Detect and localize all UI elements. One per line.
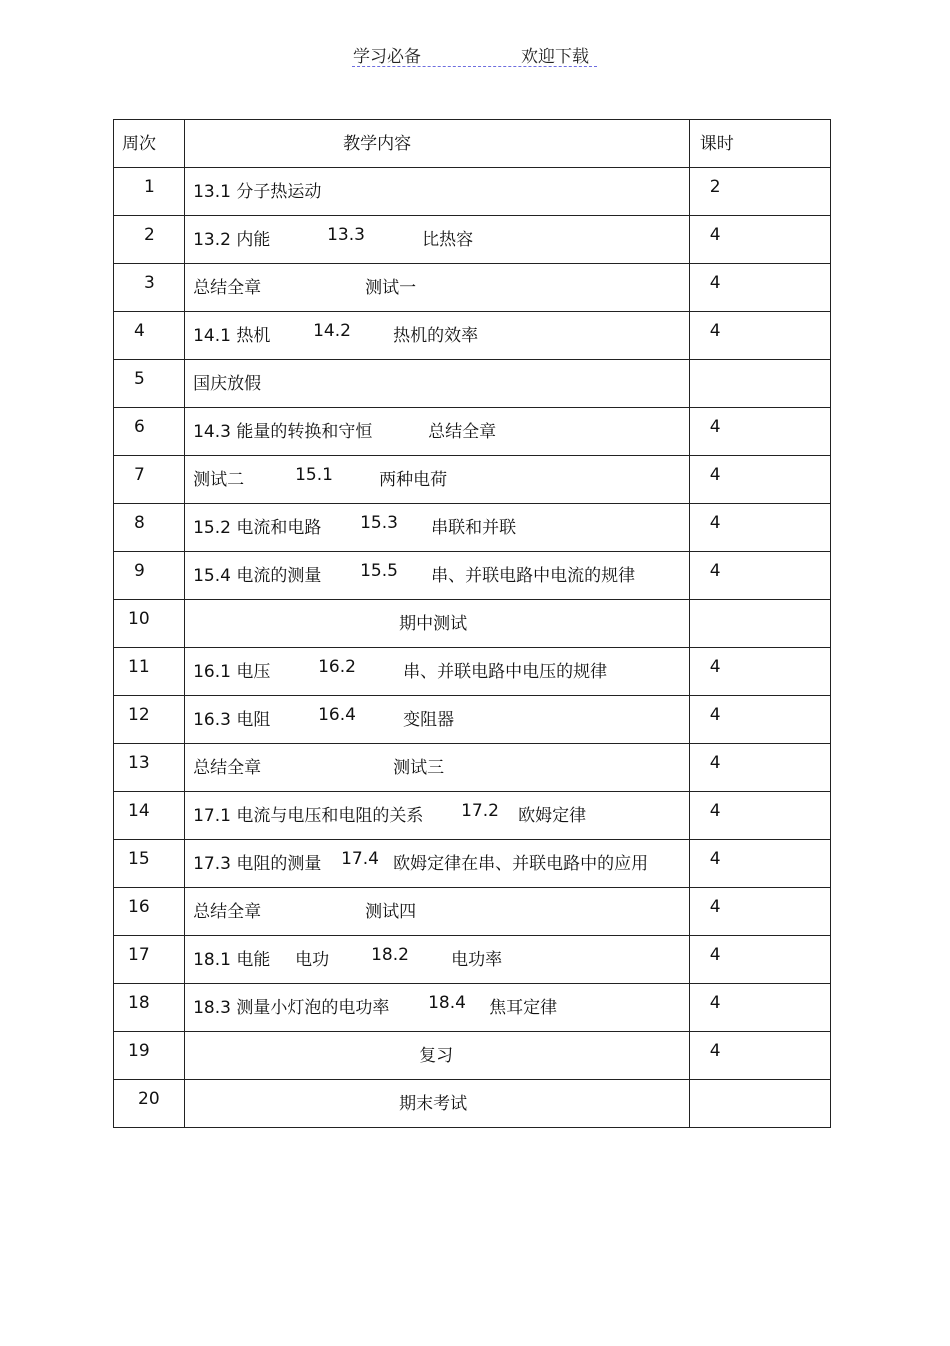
hours-cell xyxy=(689,984,830,1032)
hours-value: 4 xyxy=(709,321,721,341)
content-segment: 欧姆定律 xyxy=(518,806,587,826)
content-segment: 15.4 电流的测量 xyxy=(193,566,322,586)
week-number: 6 xyxy=(134,417,145,437)
table-row xyxy=(114,312,831,360)
hours-cell xyxy=(689,648,830,696)
week-number: 8 xyxy=(134,513,145,533)
week-cell xyxy=(114,1032,185,1080)
content-cell xyxy=(185,552,690,600)
content-segment: 13.2 内能 xyxy=(193,230,271,250)
week-cell xyxy=(114,888,185,936)
week-cell xyxy=(114,264,185,312)
page-header xyxy=(352,40,597,67)
teaching-schedule-table xyxy=(113,119,831,1128)
table-row xyxy=(114,408,831,456)
hours-value: 4 xyxy=(709,705,721,725)
hours-cell xyxy=(689,456,830,504)
week-number: 4 xyxy=(134,321,145,341)
content-segment: 13.1 分子热运动 xyxy=(193,182,322,202)
week-number: 17 xyxy=(128,945,150,965)
content-cell xyxy=(185,984,690,1032)
content-segment: 17.1 电流与电压和电阻的关系 xyxy=(193,806,424,826)
week-number: 3 xyxy=(144,273,155,293)
hours-cell xyxy=(689,696,830,744)
table-row xyxy=(114,984,831,1032)
hours-cell xyxy=(689,504,830,552)
week-number: 14 xyxy=(128,801,150,821)
header-right-text: 欢迎下载 xyxy=(521,47,589,67)
content-segment: 14.3 能量的转换和守恒 xyxy=(193,422,373,442)
week-cell xyxy=(114,792,185,840)
content-segment: 两种电荷 xyxy=(379,470,448,490)
table-row xyxy=(114,360,831,408)
week-cell xyxy=(114,504,185,552)
week-number: 20 xyxy=(138,1089,160,1109)
hours-cell xyxy=(689,264,830,312)
table-row xyxy=(114,840,831,888)
content-segment: 期末考试 xyxy=(399,1094,468,1114)
table-header-row xyxy=(114,120,831,168)
week-number: 11 xyxy=(128,657,150,677)
content-cell xyxy=(185,1032,690,1080)
content-cell xyxy=(185,504,690,552)
table-row xyxy=(114,888,831,936)
hours-cell xyxy=(689,1032,830,1080)
week-number: 15 xyxy=(128,849,150,869)
table-row xyxy=(114,744,831,792)
table-row xyxy=(114,600,831,648)
hours-value: 4 xyxy=(709,465,721,485)
week-cell xyxy=(114,840,185,888)
content-cell xyxy=(185,408,690,456)
week-cell xyxy=(114,936,185,984)
content-segment: 欧姆定律在串、并联电路中的应用 xyxy=(393,854,649,874)
week-cell xyxy=(114,168,185,216)
content-cell xyxy=(185,600,690,648)
content-cell xyxy=(185,648,690,696)
header-week-cell xyxy=(114,120,185,168)
header-left-text: 学习必备 xyxy=(353,47,421,67)
hours-value: 4 xyxy=(709,945,721,965)
table-row xyxy=(114,696,831,744)
content-segment: 测试三 xyxy=(393,758,445,778)
week-number: 13 xyxy=(128,753,150,773)
content-cell xyxy=(185,216,690,264)
table-row xyxy=(114,648,831,696)
content-segment: 14.1 热机 xyxy=(193,326,271,346)
content-segment: 电功率 xyxy=(451,950,503,970)
hours-cell xyxy=(689,168,830,216)
content-segment: 焦耳定律 xyxy=(489,998,558,1018)
column-header-week: 周次 xyxy=(122,134,156,154)
week-cell xyxy=(114,744,185,792)
week-number: 2 xyxy=(144,225,155,245)
week-cell xyxy=(114,360,185,408)
week-cell xyxy=(114,1080,185,1128)
hours-value: 4 xyxy=(709,561,721,581)
table-row xyxy=(114,936,831,984)
week-number: 19 xyxy=(128,1041,150,1061)
content-segment: 串联和并联 xyxy=(431,518,517,538)
table-row xyxy=(114,504,831,552)
hours-value: 4 xyxy=(709,993,721,1013)
content-segment: 16.4 xyxy=(318,705,356,725)
hours-cell xyxy=(689,888,830,936)
hours-cell xyxy=(689,360,830,408)
hours-cell xyxy=(689,216,830,264)
content-segment: 16.1 电压 xyxy=(193,662,271,682)
hours-cell xyxy=(689,792,830,840)
content-segment: 15.3 xyxy=(360,513,398,533)
header-hours-cell xyxy=(689,120,830,168)
week-cell xyxy=(114,648,185,696)
content-cell xyxy=(185,264,690,312)
content-cell xyxy=(185,360,690,408)
header-content-cell xyxy=(185,120,690,168)
content-segment: 热机的效率 xyxy=(393,326,479,346)
week-cell xyxy=(114,600,185,648)
week-number: 10 xyxy=(128,609,150,629)
content-segment: 串、并联电路中电流的规律 xyxy=(431,566,636,586)
week-number: 9 xyxy=(134,561,145,581)
hours-cell xyxy=(689,1080,830,1128)
content-cell xyxy=(185,1080,690,1128)
content-cell xyxy=(185,936,690,984)
week-cell xyxy=(114,312,185,360)
content-cell xyxy=(185,312,690,360)
content-cell xyxy=(185,696,690,744)
hours-cell xyxy=(689,840,830,888)
hours-cell xyxy=(689,408,830,456)
hours-value: 4 xyxy=(709,513,721,533)
content-cell xyxy=(185,792,690,840)
content-segment: 测试四 xyxy=(365,902,417,922)
hours-value: 4 xyxy=(709,417,721,437)
hours-value: 2 xyxy=(709,177,721,197)
week-cell xyxy=(114,552,185,600)
content-cell xyxy=(185,840,690,888)
content-segment: 总结全章 xyxy=(428,422,497,442)
content-segment: 复习 xyxy=(419,1046,454,1066)
content-segment: 15.1 xyxy=(295,465,333,485)
content-segment: 16.2 xyxy=(318,657,356,677)
content-segment: 测试一 xyxy=(365,278,417,298)
content-segment: 18.4 xyxy=(428,993,466,1013)
table-row xyxy=(114,1032,831,1080)
content-segment: 比热容 xyxy=(422,230,474,250)
week-number: 5 xyxy=(134,369,145,389)
hours-cell xyxy=(689,744,830,792)
week-number: 16 xyxy=(128,897,150,917)
table-row xyxy=(114,264,831,312)
content-segment: 国庆放假 xyxy=(193,374,262,394)
week-number: 12 xyxy=(128,705,150,725)
hours-cell xyxy=(689,600,830,648)
hours-cell xyxy=(689,312,830,360)
hours-value: 4 xyxy=(709,1041,721,1061)
hours-value: 4 xyxy=(709,801,721,821)
week-number: 7 xyxy=(134,465,145,485)
content-segment: 变阻器 xyxy=(403,710,455,730)
content-segment: 15.2 电流和电路 xyxy=(193,518,322,538)
table-row xyxy=(114,552,831,600)
hours-cell xyxy=(689,936,830,984)
content-segment: 13.3 xyxy=(327,225,365,245)
hours-value: 4 xyxy=(709,849,721,869)
week-cell xyxy=(114,408,185,456)
content-segment: 总结全章 xyxy=(193,278,262,298)
content-segment: 14.2 xyxy=(313,321,351,341)
content-segment: 期中测试 xyxy=(399,614,468,634)
table-row xyxy=(114,456,831,504)
hours-value: 4 xyxy=(709,273,721,293)
content-segment: 18.2 xyxy=(371,945,409,965)
week-cell xyxy=(114,456,185,504)
week-number: 1 xyxy=(144,177,155,197)
week-cell xyxy=(114,696,185,744)
content-segment: 总结全章 xyxy=(193,902,262,922)
content-segment: 17.3 电阻的测量 xyxy=(193,854,322,874)
column-header-content: 教学内容 xyxy=(343,134,412,154)
week-cell xyxy=(114,216,185,264)
content-segment: 18.3 测量小灯泡的电功率 xyxy=(193,998,390,1018)
table-row xyxy=(114,216,831,264)
table-row xyxy=(114,168,831,216)
hours-value: 4 xyxy=(709,897,721,917)
content-cell xyxy=(185,168,690,216)
content-cell xyxy=(185,744,690,792)
content-cell xyxy=(185,456,690,504)
content-segment: 18.1 电能 xyxy=(193,950,271,970)
content-cell xyxy=(185,888,690,936)
content-segment: 16.3 电阻 xyxy=(193,710,271,730)
hours-cell xyxy=(689,552,830,600)
table-row xyxy=(114,792,831,840)
content-segment: 电功 xyxy=(295,950,330,970)
hours-value: 4 xyxy=(709,753,721,773)
content-segment: 串、并联电路中电压的规律 xyxy=(403,662,608,682)
week-number: 18 xyxy=(128,993,150,1013)
content-segment: 总结全章 xyxy=(193,758,262,778)
content-segment: 17.4 xyxy=(341,849,379,869)
column-header-hours: 课时 xyxy=(699,134,734,154)
content-segment: 测试二 xyxy=(193,470,245,490)
week-cell xyxy=(114,984,185,1032)
content-segment: 15.5 xyxy=(360,561,398,581)
hours-value: 4 xyxy=(709,657,721,677)
table-row xyxy=(114,1080,831,1128)
content-segment: 17.2 xyxy=(461,801,499,821)
hours-value: 4 xyxy=(709,225,721,245)
